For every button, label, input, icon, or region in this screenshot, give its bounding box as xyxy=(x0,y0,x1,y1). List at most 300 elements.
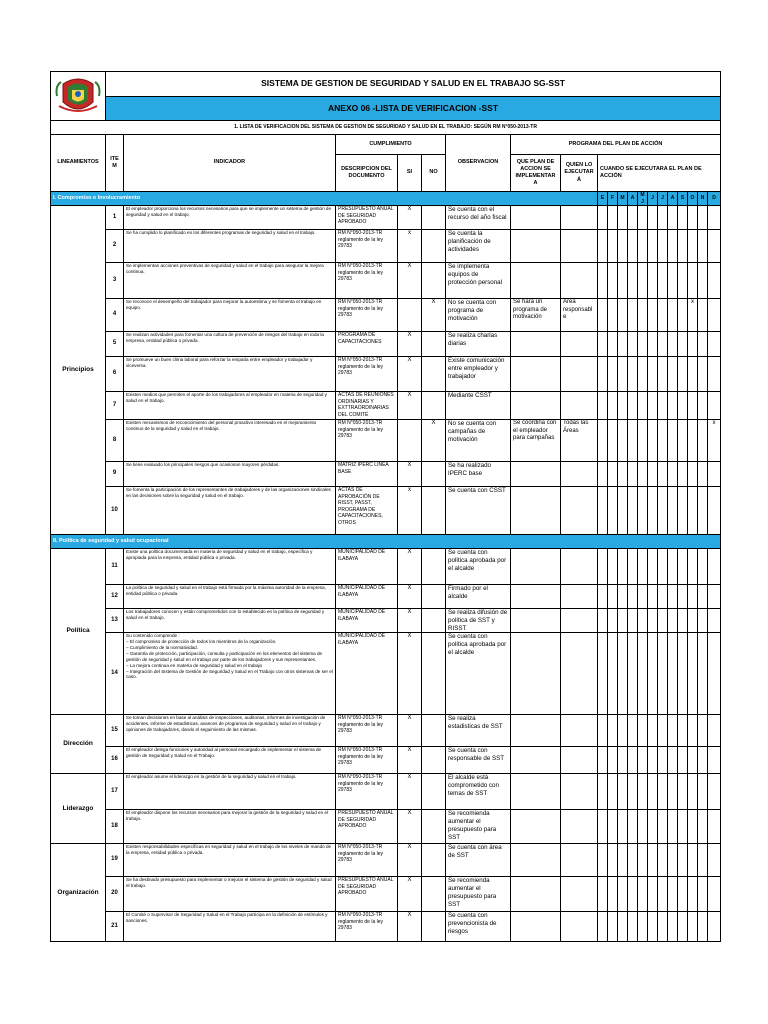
document-description: RM N°050-2013-TR reglamento de la ley 29783 xyxy=(336,357,398,392)
schedule-cell xyxy=(698,357,708,392)
table-row xyxy=(51,844,721,877)
schedule-cell xyxy=(638,392,648,420)
indicator-text: Los trabajadores conocen y están comprometidos con lo establecido en la política de seguridad y salud en el trabajo. xyxy=(124,609,336,633)
table-row xyxy=(51,487,721,535)
si-check: X xyxy=(398,357,422,392)
schedule-cell xyxy=(688,487,698,535)
schedule-cell xyxy=(628,912,638,942)
schedule-cell xyxy=(618,230,628,263)
schedule-cell xyxy=(618,462,628,487)
schedule-cell xyxy=(618,585,628,609)
schedule-cell xyxy=(698,774,708,810)
no-check xyxy=(422,549,446,585)
indicator-text: Se tiene evaluado los principales riesgos que ocasionan mayores pérdidas. xyxy=(124,462,336,487)
schedule-cell xyxy=(608,263,618,299)
schedule-cell xyxy=(598,747,608,774)
table-row xyxy=(51,810,721,844)
schedule-cell xyxy=(638,357,648,392)
document-description: MUNICIPALIDAD DE ILABAYA xyxy=(336,549,398,585)
schedule-cell xyxy=(628,392,638,420)
responsible-text xyxy=(561,332,598,357)
schedule-cell xyxy=(668,332,678,357)
schedule-cell xyxy=(688,230,698,263)
observation-text: Se cuenta la planificación de actividades xyxy=(446,230,511,263)
schedule-cell xyxy=(608,230,618,263)
document-description: RM N°050-2013-TR reglamento de la ley 29783 xyxy=(336,299,398,332)
action-plan-text xyxy=(511,585,561,609)
responsible-text xyxy=(561,747,598,774)
document-description: RM N°050-2013-TR reglamento de la ley 29783 xyxy=(336,263,398,299)
schedule-cell xyxy=(688,633,698,715)
schedule-cell xyxy=(618,299,628,332)
observation-text: Se cuenta con CSST xyxy=(446,487,511,535)
schedule-cell xyxy=(708,877,721,912)
schedule-cell xyxy=(638,487,648,535)
schedule-cell xyxy=(598,774,608,810)
schedule-cell xyxy=(708,462,721,487)
schedule-cell xyxy=(698,487,708,535)
schedule-cell xyxy=(608,462,618,487)
item-number: 18 xyxy=(106,810,124,844)
si-check: X xyxy=(398,844,422,877)
action-plan-text: Se coordina con el empleador para campañas xyxy=(511,420,561,462)
schedule-cell xyxy=(598,206,608,230)
month-label: J xyxy=(648,192,658,206)
schedule-cell xyxy=(698,877,708,912)
schedule-cell xyxy=(678,263,688,299)
section-title: I. Compromiso e Involucramiento xyxy=(51,192,598,206)
logo-cell xyxy=(51,72,106,121)
col-indicador: INDICADOR xyxy=(124,135,336,192)
document-description: PRESUPUESTO ANUAL DE SEGURIDAD APROBADO xyxy=(336,810,398,844)
schedule-cell xyxy=(688,462,698,487)
responsible-text: Todas las Áreas xyxy=(561,420,598,462)
document-description: MUNICIPALIDAD DE ILABAYA xyxy=(336,633,398,715)
indicator-text: Se implementan acciones preventivas de seguridad y salud en el trabajo para asegurar la mejora continua. xyxy=(124,263,336,299)
col-descripcion: DESCRIPCION DEL DOCUMENTO xyxy=(336,155,398,192)
schedule-cell xyxy=(628,462,638,487)
schedule-cell xyxy=(648,487,658,535)
schedule-cell xyxy=(618,877,628,912)
schedule-cell xyxy=(678,912,688,942)
action-plan-text xyxy=(511,877,561,912)
action-plan-text xyxy=(511,549,561,585)
item-number: 16 xyxy=(106,747,124,774)
schedule-cell xyxy=(678,357,688,392)
indicator-text: Existen mecanismos de reconocimiento del personal proactivo interesado en el mejoramiento continuo de la seguridad y salud en el trabajo. xyxy=(124,420,336,462)
schedule-cell xyxy=(678,609,688,633)
indicator-text: Existen medios que permiten el aporte de los trabajadores al empleador en materia de seguridad y salud en el trabajo. xyxy=(124,392,336,420)
schedule-cell xyxy=(628,549,638,585)
schedule-cell xyxy=(608,357,618,392)
annex-title: ANEXO 06 -LISTA DE VERIFICACION -SST xyxy=(106,97,721,121)
observation-text: No se cuenta con campañas de motivación xyxy=(446,420,511,462)
schedule-cell xyxy=(628,299,638,332)
responsible-text xyxy=(561,392,598,420)
schedule-cell xyxy=(638,263,648,299)
schedule-cell xyxy=(668,299,678,332)
schedule-cell xyxy=(668,585,678,609)
si-check: x xyxy=(398,487,422,535)
si-check: X xyxy=(398,585,422,609)
schedule-cell xyxy=(668,774,678,810)
schedule-cell xyxy=(638,332,648,357)
schedule-cell xyxy=(648,420,658,462)
schedule-cell xyxy=(678,877,688,912)
responsible-text xyxy=(561,263,598,299)
month-label: E xyxy=(598,192,608,206)
month-label: O xyxy=(688,192,698,206)
si-check: X xyxy=(398,332,422,357)
si-check: X xyxy=(398,633,422,715)
schedule-cell xyxy=(708,715,721,747)
schedule-cell xyxy=(698,633,708,715)
schedule-cell xyxy=(678,487,688,535)
schedule-cell xyxy=(678,230,688,263)
si-check: X xyxy=(398,715,422,747)
action-plan-text xyxy=(511,609,561,633)
schedule-cell xyxy=(638,549,648,585)
table-row xyxy=(51,420,721,462)
month-label: J xyxy=(658,192,668,206)
si-check: X xyxy=(398,392,422,420)
schedule-cell xyxy=(688,877,698,912)
table-row xyxy=(51,633,721,715)
indicator-text: El empleador delega funciones y autoridad al personal encargado de implementar el sistema de gestión de Seguridad y Salud en el Trabajo. xyxy=(124,747,336,774)
responsible-text xyxy=(561,357,598,392)
table-row xyxy=(51,774,721,810)
schedule-cell xyxy=(638,585,648,609)
schedule-cell xyxy=(668,487,678,535)
schedule-cell xyxy=(598,609,608,633)
schedule-cell xyxy=(658,912,668,942)
schedule-cell xyxy=(688,206,698,230)
month-label: MJ xyxy=(638,192,648,206)
schedule-cell xyxy=(628,357,638,392)
schedule-cell xyxy=(698,230,708,263)
schedule-cell xyxy=(638,912,648,942)
schedule-cell xyxy=(618,747,628,774)
schedule-cell xyxy=(628,230,638,263)
schedule-cell xyxy=(688,332,698,357)
responsible-text xyxy=(561,206,598,230)
si-check: X xyxy=(398,206,422,230)
table-row xyxy=(51,263,721,299)
schedule-cell xyxy=(678,715,688,747)
schedule-cell xyxy=(668,206,678,230)
month-label: N xyxy=(698,192,708,206)
action-plan-text xyxy=(511,844,561,877)
schedule-cell xyxy=(618,549,628,585)
document-description: RM N°050-2013-TR reglamento de la ley 29783 xyxy=(336,715,398,747)
table-row xyxy=(51,877,721,912)
schedule-cell xyxy=(628,420,638,462)
no-check: X xyxy=(422,299,446,332)
schedule-cell xyxy=(598,912,608,942)
schedule-cell xyxy=(598,332,608,357)
schedule-cell xyxy=(708,747,721,774)
schedule-cell xyxy=(598,633,608,715)
schedule-cell xyxy=(628,633,638,715)
schedule-cell xyxy=(608,715,618,747)
observation-text: Se realiza estadisticas de SST xyxy=(446,715,511,747)
schedule-cell xyxy=(698,549,708,585)
indicator-text: El empleador asume el liderazgo en la gestión de la seguridad y salud en el trabajo. xyxy=(124,774,336,810)
schedule-cell xyxy=(688,357,698,392)
item-number: 6 xyxy=(106,357,124,392)
schedule-cell xyxy=(698,299,708,332)
schedule-cell xyxy=(688,774,698,810)
item-number: 15 xyxy=(106,715,124,747)
responsible-text xyxy=(561,585,598,609)
schedule-cell xyxy=(698,420,708,462)
schedule-cell xyxy=(708,912,721,942)
schedule-cell xyxy=(648,715,658,747)
schedule-cell xyxy=(658,585,668,609)
item-number: 17 xyxy=(106,774,124,810)
schedule-cell xyxy=(618,633,628,715)
document-description: RM N°050-2013-TR reglamento de la ley 29783 xyxy=(336,230,398,263)
schedule-cell xyxy=(698,609,708,633)
schedule-cell xyxy=(628,263,638,299)
schedule-cell xyxy=(678,549,688,585)
no-check xyxy=(422,357,446,392)
schedule-cell xyxy=(628,487,638,535)
schedule-cell xyxy=(598,585,608,609)
schedule-cell xyxy=(708,810,721,844)
schedule-cell xyxy=(688,810,698,844)
schedule-cell xyxy=(668,844,678,877)
schedule-cell xyxy=(708,299,721,332)
schedule-cell xyxy=(638,747,648,774)
col-lineamientos: LINEAMIENTOS xyxy=(51,135,106,192)
no-check xyxy=(422,585,446,609)
indicator-text: El Comité o Supervisor de Seguridad y Salud en el Trabajo participa en la definición de estímulos y sanciones. xyxy=(124,912,336,942)
municipal-seal-icon xyxy=(53,76,103,116)
document-description: RM N°050-2013-TR reglamento de la ley 29783 xyxy=(336,912,398,942)
schedule-cell xyxy=(668,912,678,942)
document-description: RM N°050-2013-TR reglamento de la ley 29783 xyxy=(336,747,398,774)
item-number: 8 xyxy=(106,420,124,462)
si-check: X xyxy=(398,549,422,585)
schedule-cell xyxy=(608,844,618,877)
month-label: F xyxy=(608,192,618,206)
action-plan-text xyxy=(511,747,561,774)
schedule-cell xyxy=(608,747,618,774)
checklist-subtitle: 1. LISTA DE VERIFICACION DEL SISTEMA DE GESTION DE SEGURIDAD Y SALUD EN EL TRABAJO: SEGÚN RM N°050-2013-TR xyxy=(51,121,721,135)
schedule-cell xyxy=(668,633,678,715)
no-check xyxy=(422,263,446,299)
schedule-cell xyxy=(648,263,658,299)
action-plan-text xyxy=(511,392,561,420)
schedule-cell xyxy=(638,633,648,715)
schedule-cell xyxy=(688,844,698,877)
schedule-cell xyxy=(658,609,668,633)
schedule-cell xyxy=(658,206,668,230)
schedule-cell xyxy=(658,357,668,392)
group-principios: Principios xyxy=(51,206,106,535)
schedule-cell xyxy=(708,549,721,585)
no-check xyxy=(422,487,446,535)
schedule-cell xyxy=(648,912,658,942)
no-check xyxy=(422,912,446,942)
si-check: X xyxy=(398,462,422,487)
action-plan-text xyxy=(511,774,561,810)
item-number: 9 xyxy=(106,462,124,487)
action-plan-text xyxy=(511,633,561,715)
table-row xyxy=(51,299,721,332)
schedule-cell xyxy=(608,877,618,912)
schedule-cell xyxy=(648,462,658,487)
table-row xyxy=(51,715,721,747)
schedule-cell xyxy=(628,206,638,230)
schedule-cell xyxy=(698,844,708,877)
indicator-text: Existe una política documentada en materia de seguridad y salud en el trabajo, específica y apropiada para la empresa, entidad pública o privada. xyxy=(124,549,336,585)
schedule-cell xyxy=(698,585,708,609)
item-number: 21 xyxy=(106,912,124,942)
schedule-cell xyxy=(598,549,608,585)
document-description: RM N°050-2013-TR reglamento de la ley 29783 xyxy=(336,774,398,810)
indicator-line: – Garantía de protección, participación, consulta y participación en los elementos del sistema de gestión de seguridad y salud en el trabajo por parte de los trabajadores y sus representantes. xyxy=(126,650,323,662)
schedule-cell xyxy=(668,392,678,420)
indicator-text xyxy=(124,633,336,715)
table-row xyxy=(51,392,721,420)
schedule-cell xyxy=(708,585,721,609)
schedule-cell xyxy=(678,206,688,230)
schedule-cell xyxy=(658,332,668,357)
table-row xyxy=(51,912,721,942)
indicator-line: – El compromiso de protección de todos los miembros de la organización. xyxy=(126,639,277,645)
month-label: D xyxy=(708,192,721,206)
schedule-cell xyxy=(708,774,721,810)
schedule-cell xyxy=(698,715,708,747)
col-item: ITE M xyxy=(106,135,124,192)
schedule-cell xyxy=(698,912,708,942)
schedule-cell xyxy=(648,549,658,585)
observation-text: Se cuenta con responsable de SST xyxy=(446,747,511,774)
observation-text: Mediante CSST xyxy=(446,392,511,420)
document-description: MUNICIPALIDAD DE ILABAYA xyxy=(336,585,398,609)
schedule-cell xyxy=(638,462,648,487)
table-row xyxy=(51,462,721,487)
schedule-cell xyxy=(598,715,608,747)
si-check: X xyxy=(398,877,422,912)
schedule-cell xyxy=(618,810,628,844)
schedule-cell xyxy=(698,747,708,774)
indicator-line: – Integración del Sistema de Gestión de Seguridad y Salud en el Trabajo con otros sistemas de ser el caso. xyxy=(126,668,333,680)
schedule-cell xyxy=(618,912,628,942)
schedule-cell xyxy=(668,230,678,263)
schedule-cell xyxy=(628,747,638,774)
schedule-cell xyxy=(688,609,698,633)
schedule-cell xyxy=(668,715,678,747)
no-check xyxy=(422,747,446,774)
month-label: M xyxy=(618,192,628,206)
schedule-cell xyxy=(628,877,638,912)
no-check xyxy=(422,206,446,230)
indicator-text: El empleador dispone los recursos necesarios para mejorar la gestión de la seguridad y salud en el trabajo. xyxy=(124,810,336,844)
indicator-text: Se toman decisiones en base al análisis de inspecciones, auditorias, informes de investigación de accidentes, informe de estadísticas, avances de programas de seguridad y salud en el trabajo y opiniones de trabajadores, dando el seguimiento de las mismas. xyxy=(124,715,336,747)
schedule-cell xyxy=(668,810,678,844)
responsible-text xyxy=(561,549,598,585)
responsible-text xyxy=(561,715,598,747)
indicator-text: Existen responsabilidades específicas en seguridad y salud en el trabajo de los niveles de mando de la empresa, entidad pública o privada. xyxy=(124,844,336,877)
schedule-cell xyxy=(658,299,668,332)
schedule-cell xyxy=(608,609,618,633)
indicator-line: Su contenido comprende : xyxy=(126,633,180,639)
schedule-cell xyxy=(658,487,668,535)
schedule-cell xyxy=(608,299,618,332)
schedule-cell xyxy=(708,357,721,392)
col-programa: PROGRAMA DEL PLAN DE ACCIÓN xyxy=(511,135,721,155)
responsible-text xyxy=(561,810,598,844)
schedule-cell xyxy=(658,633,668,715)
no-check xyxy=(422,332,446,357)
observation-text: Se implementa equipos de protección personal xyxy=(446,263,511,299)
observation-text: Existe comunicación entre empleador y trabajador xyxy=(446,357,511,392)
schedule-cell xyxy=(638,810,648,844)
schedule-cell xyxy=(608,392,618,420)
observation-text: Se realiza difusión de política de SST y RISST xyxy=(446,609,511,633)
month-label: A xyxy=(668,192,678,206)
schedule-cell: x xyxy=(708,420,721,462)
si-check: X xyxy=(398,263,422,299)
observation-text: Se cuenta con política aprobada por el alcalde xyxy=(446,633,511,715)
action-plan-text xyxy=(511,332,561,357)
schedule-cell xyxy=(648,633,658,715)
no-check xyxy=(422,633,446,715)
schedule-cell xyxy=(608,585,618,609)
schedule-cell xyxy=(608,912,618,942)
schedule-cell xyxy=(708,844,721,877)
observation-text: Se ha realizado IPERC base xyxy=(446,462,511,487)
schedule-cell xyxy=(598,420,608,462)
schedule-cell xyxy=(628,332,638,357)
schedule-cell xyxy=(648,747,658,774)
schedule-cell xyxy=(708,633,721,715)
col-cuando: CUANDO SE EJECUTARA EL PLAN DE ACCIÓN xyxy=(598,155,721,192)
schedule-cell xyxy=(668,462,678,487)
schedule-cell xyxy=(618,774,628,810)
schedule-cell xyxy=(648,877,658,912)
schedule-cell xyxy=(608,420,618,462)
schedule-cell xyxy=(618,609,628,633)
observation-text: Se cuenta con prevencionista de riesgos xyxy=(446,912,511,942)
schedule-cell xyxy=(598,299,608,332)
schedule-cell xyxy=(638,844,648,877)
schedule-cell xyxy=(648,230,658,263)
schedule-cell xyxy=(648,609,658,633)
document-description: ACTAS DE APROBACIÓN DE RISST, PASST, PROGRAMA DE CAPACITACIONES, OTROS xyxy=(336,487,398,535)
si-check: x xyxy=(398,230,422,263)
schedule-cell xyxy=(658,774,668,810)
table-row xyxy=(51,549,721,585)
action-plan-text xyxy=(511,462,561,487)
responsible-text xyxy=(561,844,598,877)
schedule-cell xyxy=(618,263,628,299)
col-que-plan: QUE PLAN DE ACCION SE IMPLEMENTAR A xyxy=(511,155,561,192)
document-title: SISTEMA DE GESTION DE SEGURIDAD Y SALUD EN EL TRABAJO SG-SST xyxy=(106,72,721,97)
action-plan-text xyxy=(511,912,561,942)
schedule-cell xyxy=(648,357,658,392)
responsible-text xyxy=(561,633,598,715)
schedule-cell xyxy=(598,462,608,487)
schedule-cell xyxy=(698,263,708,299)
schedule-cell xyxy=(608,549,618,585)
schedule-cell xyxy=(658,420,668,462)
si-check: X xyxy=(398,810,422,844)
schedule-cell xyxy=(668,549,678,585)
